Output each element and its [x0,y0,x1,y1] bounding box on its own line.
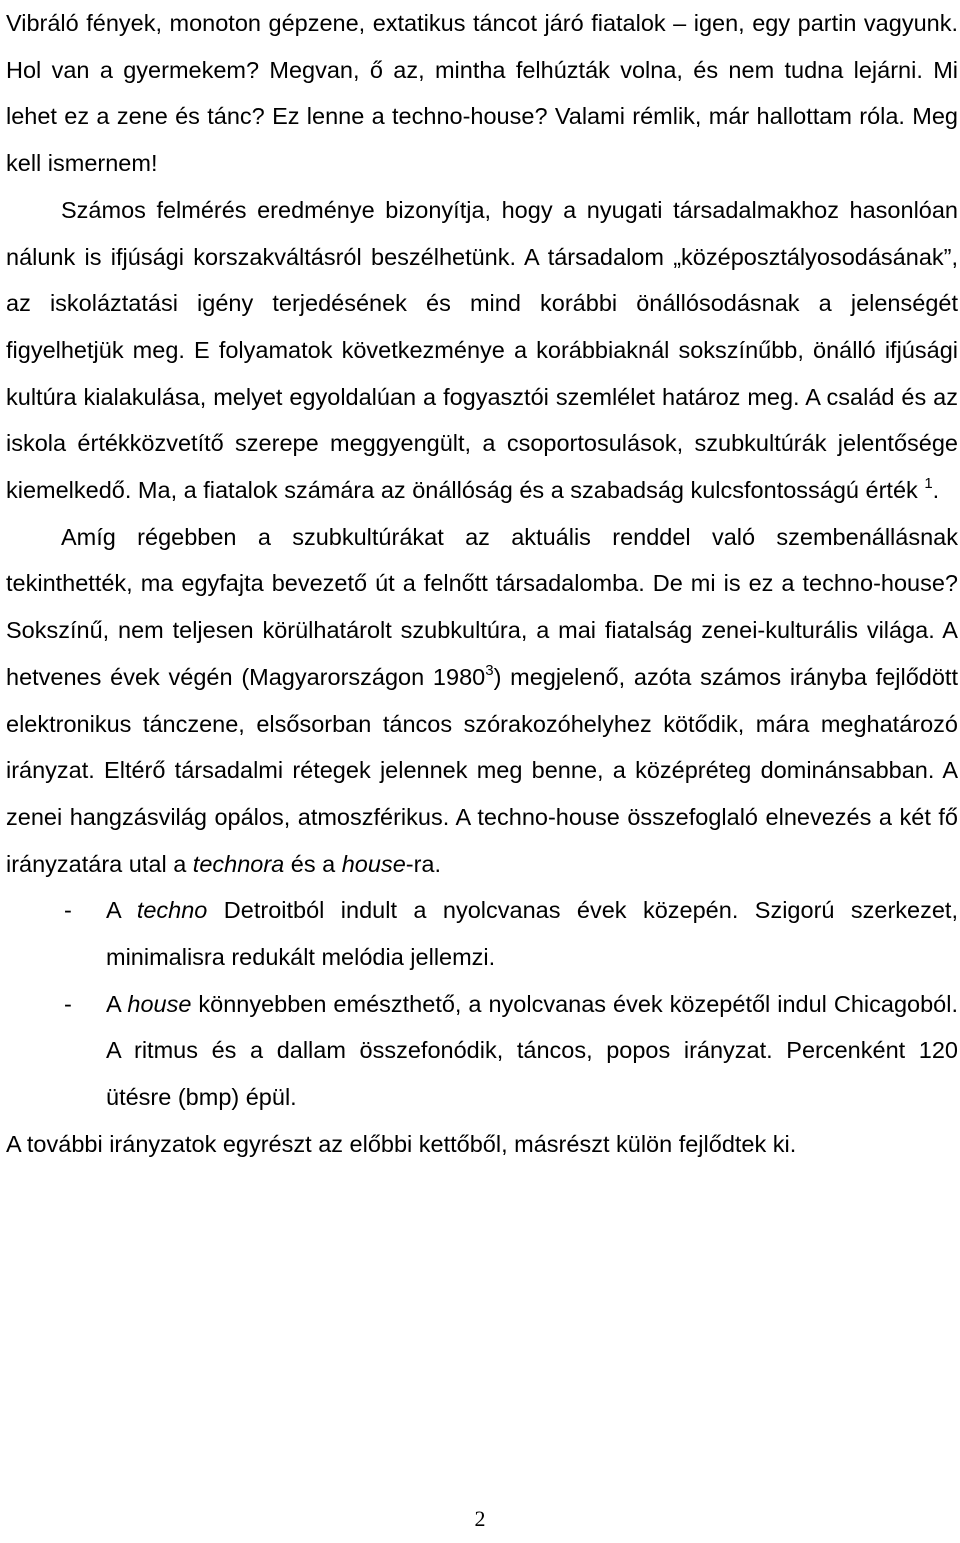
list-item-text: A [106,990,128,1017]
techno-house-text-c: és a [284,850,342,877]
italic-term: house [341,850,406,877]
italic-term: house [127,990,192,1017]
list-item-text: Detroitból indult a nyolcvanas évek közepén. Szigorú szerkezet, minimalisra redukált melódia jellemzi. [106,897,958,971]
page-number: 2 [474,1506,486,1531]
list-item [6,981,958,1121]
list-item-text: A [106,897,137,924]
survey-text: Számos felmérés eredménye bizonyítja, hogy a nyugati társadalmakhoz hasonlóan nálunk is ifjúsági korszakváltásról beszélhetünk. A társadalom „középosztályosodásának”, az iskoláztatási igény terjedésének és mind korábbi önállósodásnak a jelenségét figyelhetjük meg. E folyamatok következménye a korábbiaknál sokszínűbb, önálló ifjúsági kultúra kialakulása, melyet egyoldalúan a fogyasztói szemlélet határoz meg. A család és az iskola értékközvetítő szerepe meggyengült, a csoportosulások, szubkultúrák jelentősége kiemelkedő. Ma, a fiatalok számára az önállóság és a szabadság kulcsfontosságú érték [6,196,958,504]
list-dash: - [64,897,72,924]
paragraph-intro: Vibráló fények, monoton gépzene, extatikus táncot járó fiatalok – igen, egy partin vagyunk. Hol van a gyermekem? Megvan, ő az, mintha felhúzták volna, és nem tudna lejárni. Mi lehet ez a zene és tánc? Ez lenne a techno-house? Valami rémlik, már hallottam róla. Meg kell ismernem! [6,10,958,177]
paragraph-survey [6,187,958,514]
italic-term: techno [136,897,208,924]
techno-house-text-d: -ra. [405,850,442,877]
techno-house-text-b: ) megjelenő, azóta számos irányba fejlődött elektronikus tánczene, elsősorban táncos szórakozóhelyhez kötődik, mára meghatározó irányzat. Eltérő társadalmi rétegek jelennek meg benne, a középréteg dominánsabban. A zenei hangzásvilág opálos, atmoszférikus. A techno-house összefoglaló elnevezés a két fő irányzatára utal a [6,663,958,877]
body-text [6,0,958,1168]
footnote-ref: 1 [924,475,933,493]
techno-house-text-a: Amíg régebben a szubkultúrákat az aktuális renddel való szembenállásnak tekinthették, ma egyfajta bevezető út a felnőtt társadalomba. De mi is ez a techno-house? Sokszínű, nem teljesen körülhatárolt szubkultúra, a mai fiatalság zenei-kulturális világa. A hetvenes évek végén (Magyarországon 1980 [6,523,958,690]
list-item-text: könnyebben emészthető, a nyolcvanas évek közepétől indul Chicagoból. A ritmus és a dallam összefonódik, táncos, popos irányzat. Percenként 120 ütésre (bmp) épül. [106,990,958,1111]
italic-term: technora [192,850,285,877]
footnote-ref: 3 [485,661,494,679]
list-dash: - [64,990,72,1017]
list-item [6,887,958,980]
paragraph-closing: A további irányzatok egyrészt az előbbi kettőből, másrészt külön fejlődtek ki. [6,1130,797,1157]
survey-end: . [932,477,940,504]
paragraph-techno-house [6,514,958,888]
genre-list [6,887,958,1121]
